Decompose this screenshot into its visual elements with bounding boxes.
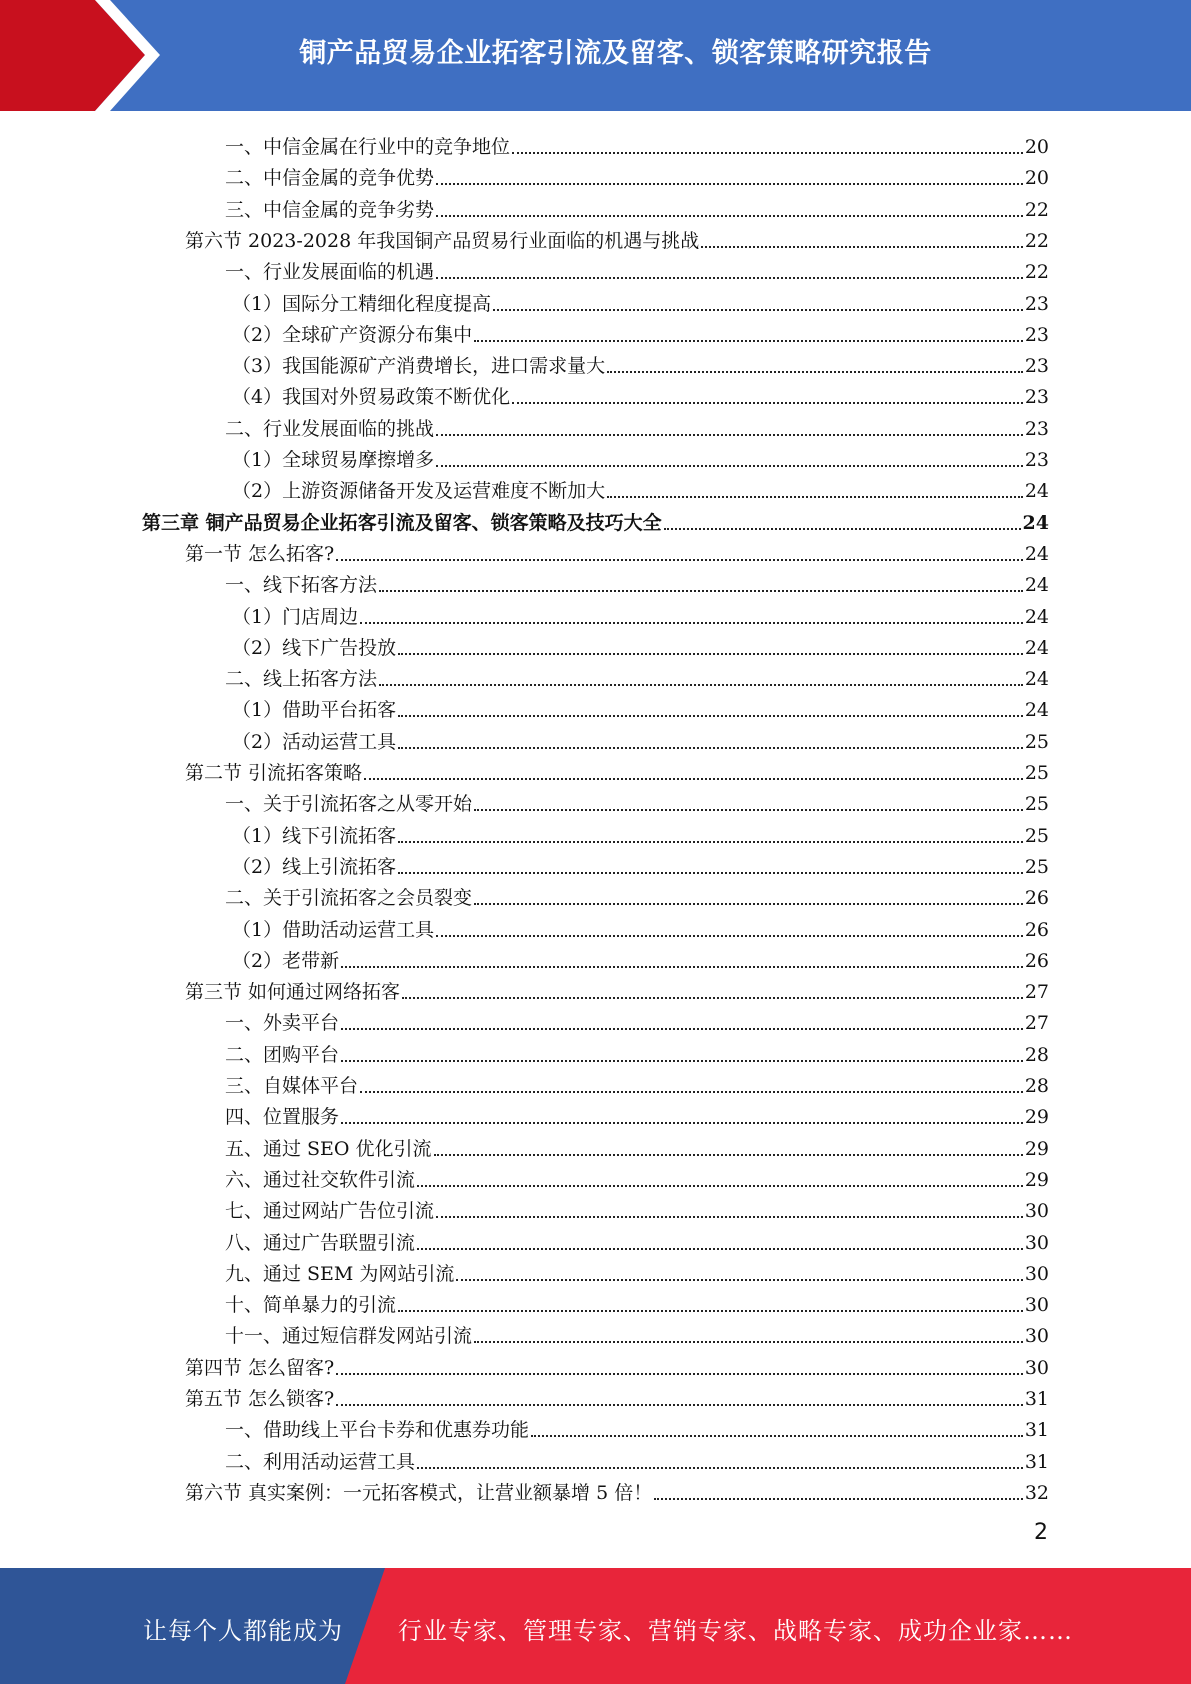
toc-dot-leader <box>456 1278 1022 1281</box>
toc-entry-title: 八、通过广告联盟引流 <box>225 1231 416 1254</box>
toc-entry[interactable] <box>232 378 1049 409</box>
toc-entry[interactable] <box>225 1411 1049 1442</box>
toc-entry[interactable] <box>232 911 1049 942</box>
toc-entry[interactable] <box>225 191 1049 222</box>
toc-entry-title: （1）借助平台拓客 <box>232 699 397 722</box>
header-band <box>0 0 1191 111</box>
toc-entry-title: （2）上游资源储备开发及运营难度不断加大 <box>232 480 606 503</box>
toc-dot-leader <box>341 1121 1023 1124</box>
toc-entry[interactable] <box>225 1286 1049 1317</box>
toc-entry-page: 30 <box>1024 1200 1049 1223</box>
toc-dot-leader <box>360 1090 1023 1093</box>
toc-dot-leader <box>341 1059 1023 1062</box>
toc-entry-title: （2）全球矿产资源分布集中 <box>232 323 473 346</box>
toc-entry-page: 25 <box>1024 855 1049 878</box>
toc-entry-page: 25 <box>1024 730 1049 753</box>
toc-dot-leader <box>474 902 1023 905</box>
toc-entry[interactable] <box>225 410 1049 441</box>
toc-entry[interactable] <box>232 848 1049 879</box>
report-title: 铜产品贸易企业拓客引流及留客、锁客策略研究报告 <box>299 38 932 69</box>
toc-entry[interactable] <box>225 1036 1049 1067</box>
toc-entry-title: 第五节 怎么锁客? <box>185 1388 335 1410</box>
toc-entry-title: 第六节 真实案例：一元拓客模式，让营业额暴增 5 倍！ <box>185 1481 653 1504</box>
toc-entry-page: 30 <box>1024 1356 1049 1379</box>
toc-entry[interactable] <box>185 973 1049 1004</box>
toc-entry[interactable] <box>225 566 1049 597</box>
toc-entry-title: 三、中信金属的竞争劣势 <box>225 198 435 221</box>
footer-slogan-left: 让每个人都能成为 <box>143 1617 343 1645</box>
toc-entry-title: 九、通过 SEM 为网站引流 <box>225 1262 455 1285</box>
toc-entry-page: 25 <box>1024 762 1049 784</box>
toc-entry-title: （1）国际分工精细化程度提高 <box>232 292 492 315</box>
toc-dot-leader <box>364 777 1023 780</box>
toc-entry[interactable] <box>225 1224 1049 1255</box>
toc-entry[interactable] <box>232 441 1049 472</box>
toc-entry-title: 二、行业发展面临的挑战 <box>225 417 435 440</box>
toc-entry[interactable] <box>185 1349 1049 1380</box>
toc-entry-page: 25 <box>1024 824 1049 847</box>
toc-entry-title: （3）我国能源矿产消费增长，进口需求量大 <box>232 355 606 378</box>
toc-entry-page: 23 <box>1024 292 1049 315</box>
toc-entry-page: 20 <box>1024 136 1049 158</box>
footer-slogan-right: 行业专家、管理专家、营销专家、战略专家、成功企业家…… <box>398 1617 1073 1645</box>
toc-entry[interactable] <box>232 472 1049 503</box>
toc-entry[interactable] <box>225 159 1049 190</box>
toc-dot-leader <box>701 245 1023 248</box>
toc-entry[interactable] <box>225 253 1049 284</box>
toc-entry-page: 25 <box>1024 793 1049 816</box>
toc-entry[interactable] <box>232 285 1049 316</box>
toc-entry-page: 30 <box>1024 1262 1049 1285</box>
toc-entry[interactable] <box>232 817 1049 848</box>
toc-dot-leader <box>398 714 1023 717</box>
toc-dot-leader <box>379 589 1023 592</box>
toc-entry-page: 23 <box>1024 323 1049 346</box>
toc-entry[interactable] <box>185 222 1049 253</box>
toc-entry[interactable] <box>225 1004 1049 1035</box>
toc-dot-leader <box>436 934 1023 937</box>
toc-entry[interactable] <box>225 879 1049 910</box>
toc-dot-leader <box>436 182 1023 185</box>
toc-entry-page: 26 <box>1024 949 1049 972</box>
toc-dot-leader <box>531 1434 1023 1437</box>
toc-entry[interactable] <box>232 942 1049 973</box>
toc-entry[interactable] <box>225 1317 1049 1348</box>
toc-dot-leader <box>341 965 1023 968</box>
toc-entry-title: （2）老带新 <box>232 949 340 972</box>
toc-entry-page: 27 <box>1024 981 1049 1004</box>
toc-entry-page: 26 <box>1024 887 1049 910</box>
toc-entry-page: 24 <box>1024 542 1049 565</box>
toc-entry[interactable] <box>232 598 1049 629</box>
toc-dot-leader <box>474 1340 1023 1343</box>
toc-entry-page: 24 <box>1022 511 1049 534</box>
toc-dot-leader <box>398 871 1023 874</box>
toc-dot-leader <box>398 840 1023 843</box>
toc-dot-leader <box>434 1153 1023 1156</box>
toc-dot-leader <box>436 464 1023 467</box>
toc-entry-title: 十、简单暴力的引流 <box>225 1294 397 1317</box>
toc-entry-title: 六、通过社交软件引流 <box>225 1168 416 1191</box>
toc-entry-title: 七、通过网站广告位引流 <box>225 1200 435 1223</box>
toc-entry-page: 23 <box>1024 355 1049 378</box>
toc-entry-title: 五、通过 SEO 优化引流 <box>225 1137 432 1160</box>
toc-entry[interactable] <box>185 1380 1049 1411</box>
toc-entry-title: 十一、通过短信群发网站引流 <box>225 1325 473 1348</box>
toc-entry[interactable] <box>225 1255 1049 1286</box>
toc-dot-leader <box>336 1372 1023 1375</box>
toc-entry-page: 23 <box>1024 417 1049 440</box>
toc-entry[interactable] <box>225 128 1049 159</box>
toc-entry-title: 第一节 怎么拓客? <box>185 542 335 565</box>
toc-entry[interactable] <box>185 1474 1049 1505</box>
toc-entry-page: 22 <box>1024 229 1049 252</box>
toc-dot-leader <box>336 558 1023 561</box>
toc-dot-leader <box>398 1309 1023 1312</box>
toc-dot-leader <box>360 621 1023 624</box>
toc-entry-page: 27 <box>1024 1012 1049 1035</box>
toc-entry[interactable] <box>185 535 1049 566</box>
toc-entry-title: 一、外卖平台 <box>225 1012 340 1035</box>
toc-dot-leader <box>436 1215 1023 1218</box>
toc-entry-page: 29 <box>1024 1106 1049 1129</box>
toc-dot-leader <box>417 1184 1023 1187</box>
toc-entry-page: 32 <box>1024 1481 1049 1504</box>
toc-entry-page: 24 <box>1024 605 1049 628</box>
toc-entry[interactable] <box>232 691 1049 722</box>
toc-entry-page: 24 <box>1024 480 1049 503</box>
toc-entry-title: 四、位置服务 <box>225 1106 340 1129</box>
toc-entry-title: 一、线下拓客方法 <box>225 574 378 597</box>
toc-entry[interactable] <box>225 785 1049 816</box>
toc-dot-leader <box>436 276 1023 279</box>
toc-entry-title: 一、中信金属在行业中的竞争地位 <box>225 136 511 158</box>
toc-dot-leader <box>607 370 1023 373</box>
toc-dot-leader <box>436 433 1023 436</box>
toc-entry-page: 28 <box>1024 1075 1049 1097</box>
toc-entry-page: 31 <box>1024 1388 1049 1410</box>
toc-entry-page: 31 <box>1024 1450 1049 1473</box>
toc-entry[interactable] <box>142 504 1049 535</box>
toc-entry-page: 28 <box>1024 1043 1049 1066</box>
toc-entry-page: 22 <box>1024 261 1049 284</box>
toc-dot-leader <box>493 308 1023 311</box>
toc-entry[interactable] <box>232 723 1049 754</box>
toc-entry-title: （1）门店周边 <box>232 605 359 628</box>
toc-entry-title: 一、借助线上平台卡券和优惠券功能 <box>225 1419 530 1442</box>
toc-entry-page: 30 <box>1024 1231 1049 1254</box>
toc-dot-leader <box>474 339 1023 342</box>
toc-dot-leader <box>512 401 1023 404</box>
toc-entry-title: 第三节 如何通过网络拓客 <box>185 981 401 1004</box>
toc-dot-leader <box>398 652 1023 655</box>
toc-entry-title: （1）线下引流拓客 <box>232 824 397 847</box>
toc-entry-title: 三、自媒体平台 <box>225 1075 359 1097</box>
toc-entry[interactable] <box>225 660 1049 691</box>
toc-entry-title: 第三章 铜产品贸易企业拓客引流及留客、锁客策略及技巧大全 <box>142 511 662 534</box>
page-number: 2 <box>1034 1520 1048 1545</box>
toc-entry-page: 24 <box>1024 668 1049 691</box>
toc-entry[interactable] <box>232 347 1049 378</box>
toc-entry[interactable] <box>225 1130 1049 1161</box>
toc-entry-title: 二、关于引流拓客之会员裂变 <box>225 887 473 910</box>
toc-entry-title: （1）全球贸易摩擦增多 <box>232 449 435 471</box>
toc-entry-page: 31 <box>1024 1419 1049 1442</box>
toc-entry[interactable] <box>225 1161 1049 1192</box>
toc-entry-title: 第二节 引流拓客策略 <box>185 762 363 784</box>
toc-entry-page: 24 <box>1024 699 1049 722</box>
toc-entry-title: （2）活动运营工具 <box>232 730 397 753</box>
toc-entry-title: 第六节 2023-2028 年我国铜产品贸易行业面临的机遇与挑战 <box>185 229 700 252</box>
toc-entry-title: （2）线下广告投放 <box>232 636 397 659</box>
toc-entry-page: 26 <box>1024 918 1049 941</box>
toc-entry-title: 第四节 怎么留客? <box>185 1356 335 1379</box>
toc-entry-title: （4）我国对外贸易政策不断优化 <box>232 386 511 409</box>
toc-entry-title: 一、关于引流拓客之从零开始 <box>225 793 473 816</box>
footer-band <box>0 1568 1191 1684</box>
toc-entry-page: 29 <box>1024 1168 1049 1191</box>
toc-entry-title: 二、利用活动运营工具 <box>225 1450 416 1473</box>
toc-entry-page: 30 <box>1024 1294 1049 1317</box>
toc-entry-title: （1）借助活动运营工具 <box>232 918 435 941</box>
toc-entry-title: 一、行业发展面临的机遇 <box>225 261 435 284</box>
toc-entry-page: 20 <box>1024 167 1049 190</box>
toc-dot-leader <box>607 495 1023 498</box>
toc-entry[interactable] <box>232 629 1049 660</box>
toc-entry[interactable] <box>225 1067 1049 1098</box>
toc-dot-leader <box>512 151 1023 154</box>
toc-dot-leader <box>417 1466 1023 1469</box>
toc-dot-leader <box>474 808 1023 811</box>
toc-entry[interactable] <box>225 1443 1049 1474</box>
toc-dot-leader <box>417 1247 1023 1250</box>
toc-dot-leader <box>436 214 1023 217</box>
toc-entry-page: 30 <box>1024 1325 1049 1348</box>
toc-dot-leader <box>398 746 1023 749</box>
toc-dot-leader <box>336 1403 1023 1406</box>
toc-dot-leader <box>379 683 1023 686</box>
toc-entry-title: 二、团购平台 <box>225 1043 340 1066</box>
toc-dot-leader <box>654 1497 1023 1500</box>
toc-entry[interactable] <box>232 316 1049 347</box>
toc-entry-page: 23 <box>1024 386 1049 409</box>
toc-entry[interactable] <box>225 1098 1049 1129</box>
toc-entry-page: 29 <box>1024 1137 1049 1160</box>
toc-entry-page: 24 <box>1024 636 1049 659</box>
toc-entry[interactable] <box>185 754 1049 785</box>
toc-entry-title: 二、线上拓客方法 <box>225 668 378 691</box>
toc-entry-page: 24 <box>1024 574 1049 597</box>
toc-entry-page: 23 <box>1024 449 1049 471</box>
toc-dot-leader <box>664 527 1021 530</box>
toc-dot-leader <box>341 1027 1023 1030</box>
toc-entry-page: 22 <box>1024 198 1049 221</box>
toc-entry-title: （2）线上引流拓客 <box>232 855 397 878</box>
toc-dot-leader <box>402 996 1023 999</box>
toc-entry-title: 二、中信金属的竞争优势 <box>225 167 435 190</box>
toc-entry[interactable] <box>225 1192 1049 1223</box>
